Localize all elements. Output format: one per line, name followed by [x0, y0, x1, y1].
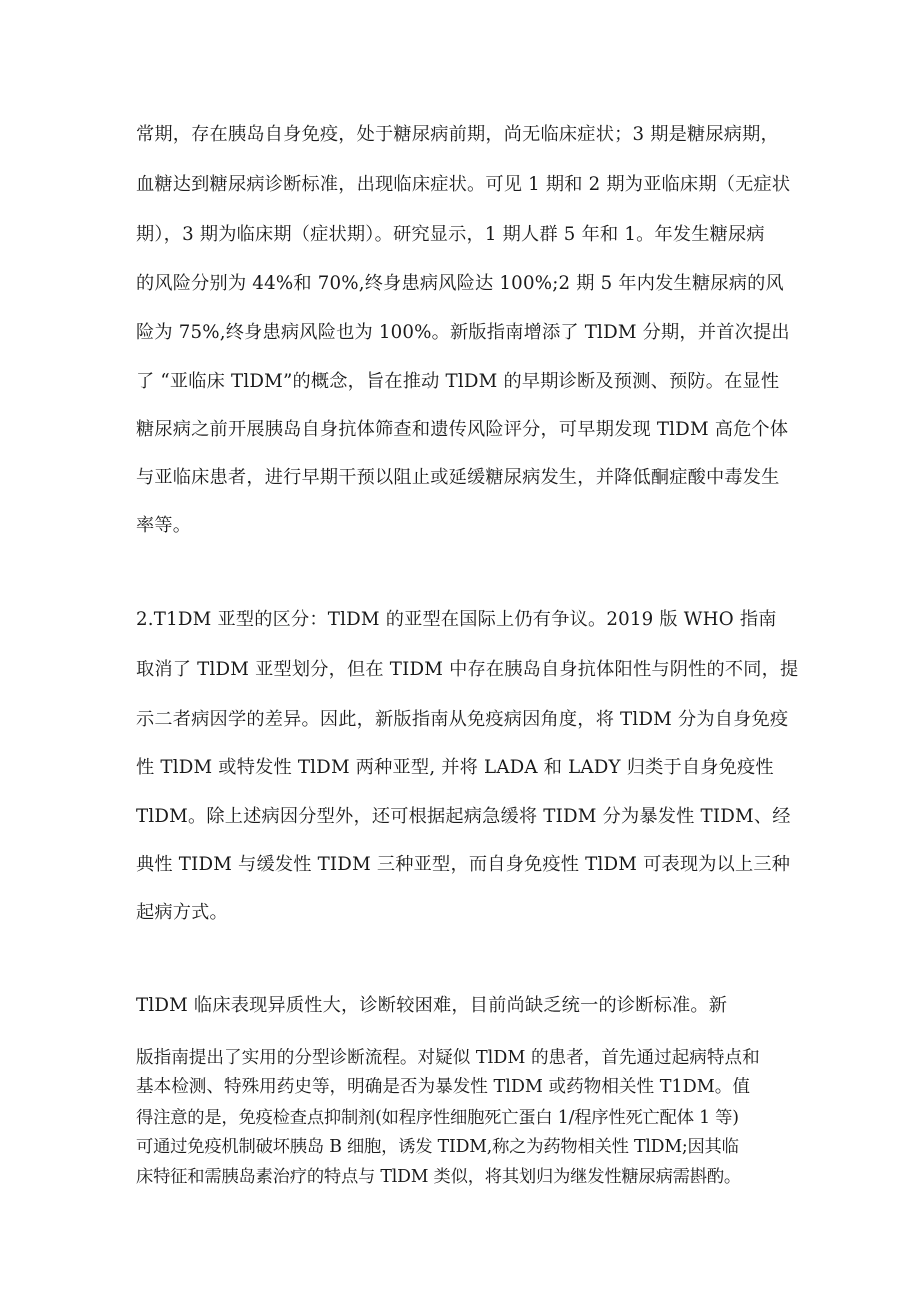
paragraph-1-line-7: 糖尿病之前开展胰岛自身抗体筛查和遗传风险评分，可早期发现 TlDM 高危个体 [136, 419, 789, 440]
paragraph-1-line-9: 率等。 [136, 515, 192, 536]
paragraph-4-line-5: 床特征和需胰岛素治疗的特点与 TlDM 类似，将其划归为继发性糖尿病需斟酌。 [136, 1167, 741, 1187]
paragraph-1-line-6: 了 “亚临床 TlDM”的概念，旨在推动 TlDM 的早期诊断及预测、预防。在显性 [136, 371, 780, 392]
paragraph-1-line-4: 的风险分别为 44%和 70%,终身患病风险达 100%;2 期 5 年内发生糖尿病的风 [136, 273, 784, 294]
paragraph-4-line-3: 得注意的是，免疫检查点抑制剂(如程序性细胞死亡蛋白 1/程序性死亡配体 1 等) [136, 1108, 739, 1128]
paragraph-2-line-5: TlDM。除上述病因分型外，还可根据起病急缓将 TIDM 分为暴发性 TIDM、经 [136, 806, 791, 827]
paragraph-4-line-4: 可通过免疫机制破坏胰岛 B 细胞，诱发 TIDM,称之为药物相关性 TlDM;因其临 [136, 1137, 739, 1157]
paragraph-4-line-1: 版指南提出了实用的分型诊断流程。对疑似 TlDM 的患者，首先通过起病特点和 [136, 1048, 760, 1068]
paragraph-1-line-1: 常期，存在胰岛自身免疫，处于糖尿病前期，尚无临床症状；3 期是糖尿病期， [136, 124, 779, 145]
paragraph-2-line-6: 典性 TIDM 与缓发性 TIDM 三种亚型，而自身免疫性 TlDM 可表现为以上三种 [136, 854, 791, 875]
paragraph-1-line-2: 血糖达到糖尿病诊断标准，出现临床症状。可见 1 期和 2 期为亚临床期（无症状 [136, 174, 791, 195]
paragraph-2-line-4: 性 TlDM 或特发性 TlDM 两种亚型, 并将 LADA 和 LADY 归类于自身免疫性 [136, 757, 774, 778]
paragraph-1-line-3: 期），3 期为临床期（症状期）。研究显示，1 期人群 5 年和 1。年发生糖尿病 [136, 224, 765, 245]
paragraph-4-line-2: 基本检测、特殊用药史等，明确是否为暴发性 TlDM 或药物相关性 T1DM。值 [136, 1077, 750, 1097]
paragraph-2-line-1: 2.T1DM 亚型的区分：TlDM 的亚型在国际上仍有争议。2019 版 WHO 指南 [136, 609, 777, 630]
paragraph-2-line-3: 示二者病因学的差异。因此，新版指南从免疫病因角度，将 TlDM 分为自身免疫 [136, 709, 789, 730]
paragraph-1-line-8: 与亚临床患者，进行早期干预以阻止或延缓糖尿病发生，并降低酮症酸中毒发生 [136, 467, 780, 488]
paragraph-2-line-7: 起病方式。 [136, 902, 228, 923]
paragraph-1-line-5: 险为 75%,终身患病风险也为 100%。新版指南增添了 TlDM 分期，并首次提出 [136, 322, 790, 343]
paragraph-2-line-2: 取消了 TlDM 亚型划分，但在 TIDM 中存在胰岛自身抗体阳性与阴性的不同，提 [136, 659, 799, 680]
paragraph-3-line-1: TlDM 临床表现异质性大，诊断较困难，目前尚缺乏统一的诊断标准。新 [136, 995, 728, 1016]
